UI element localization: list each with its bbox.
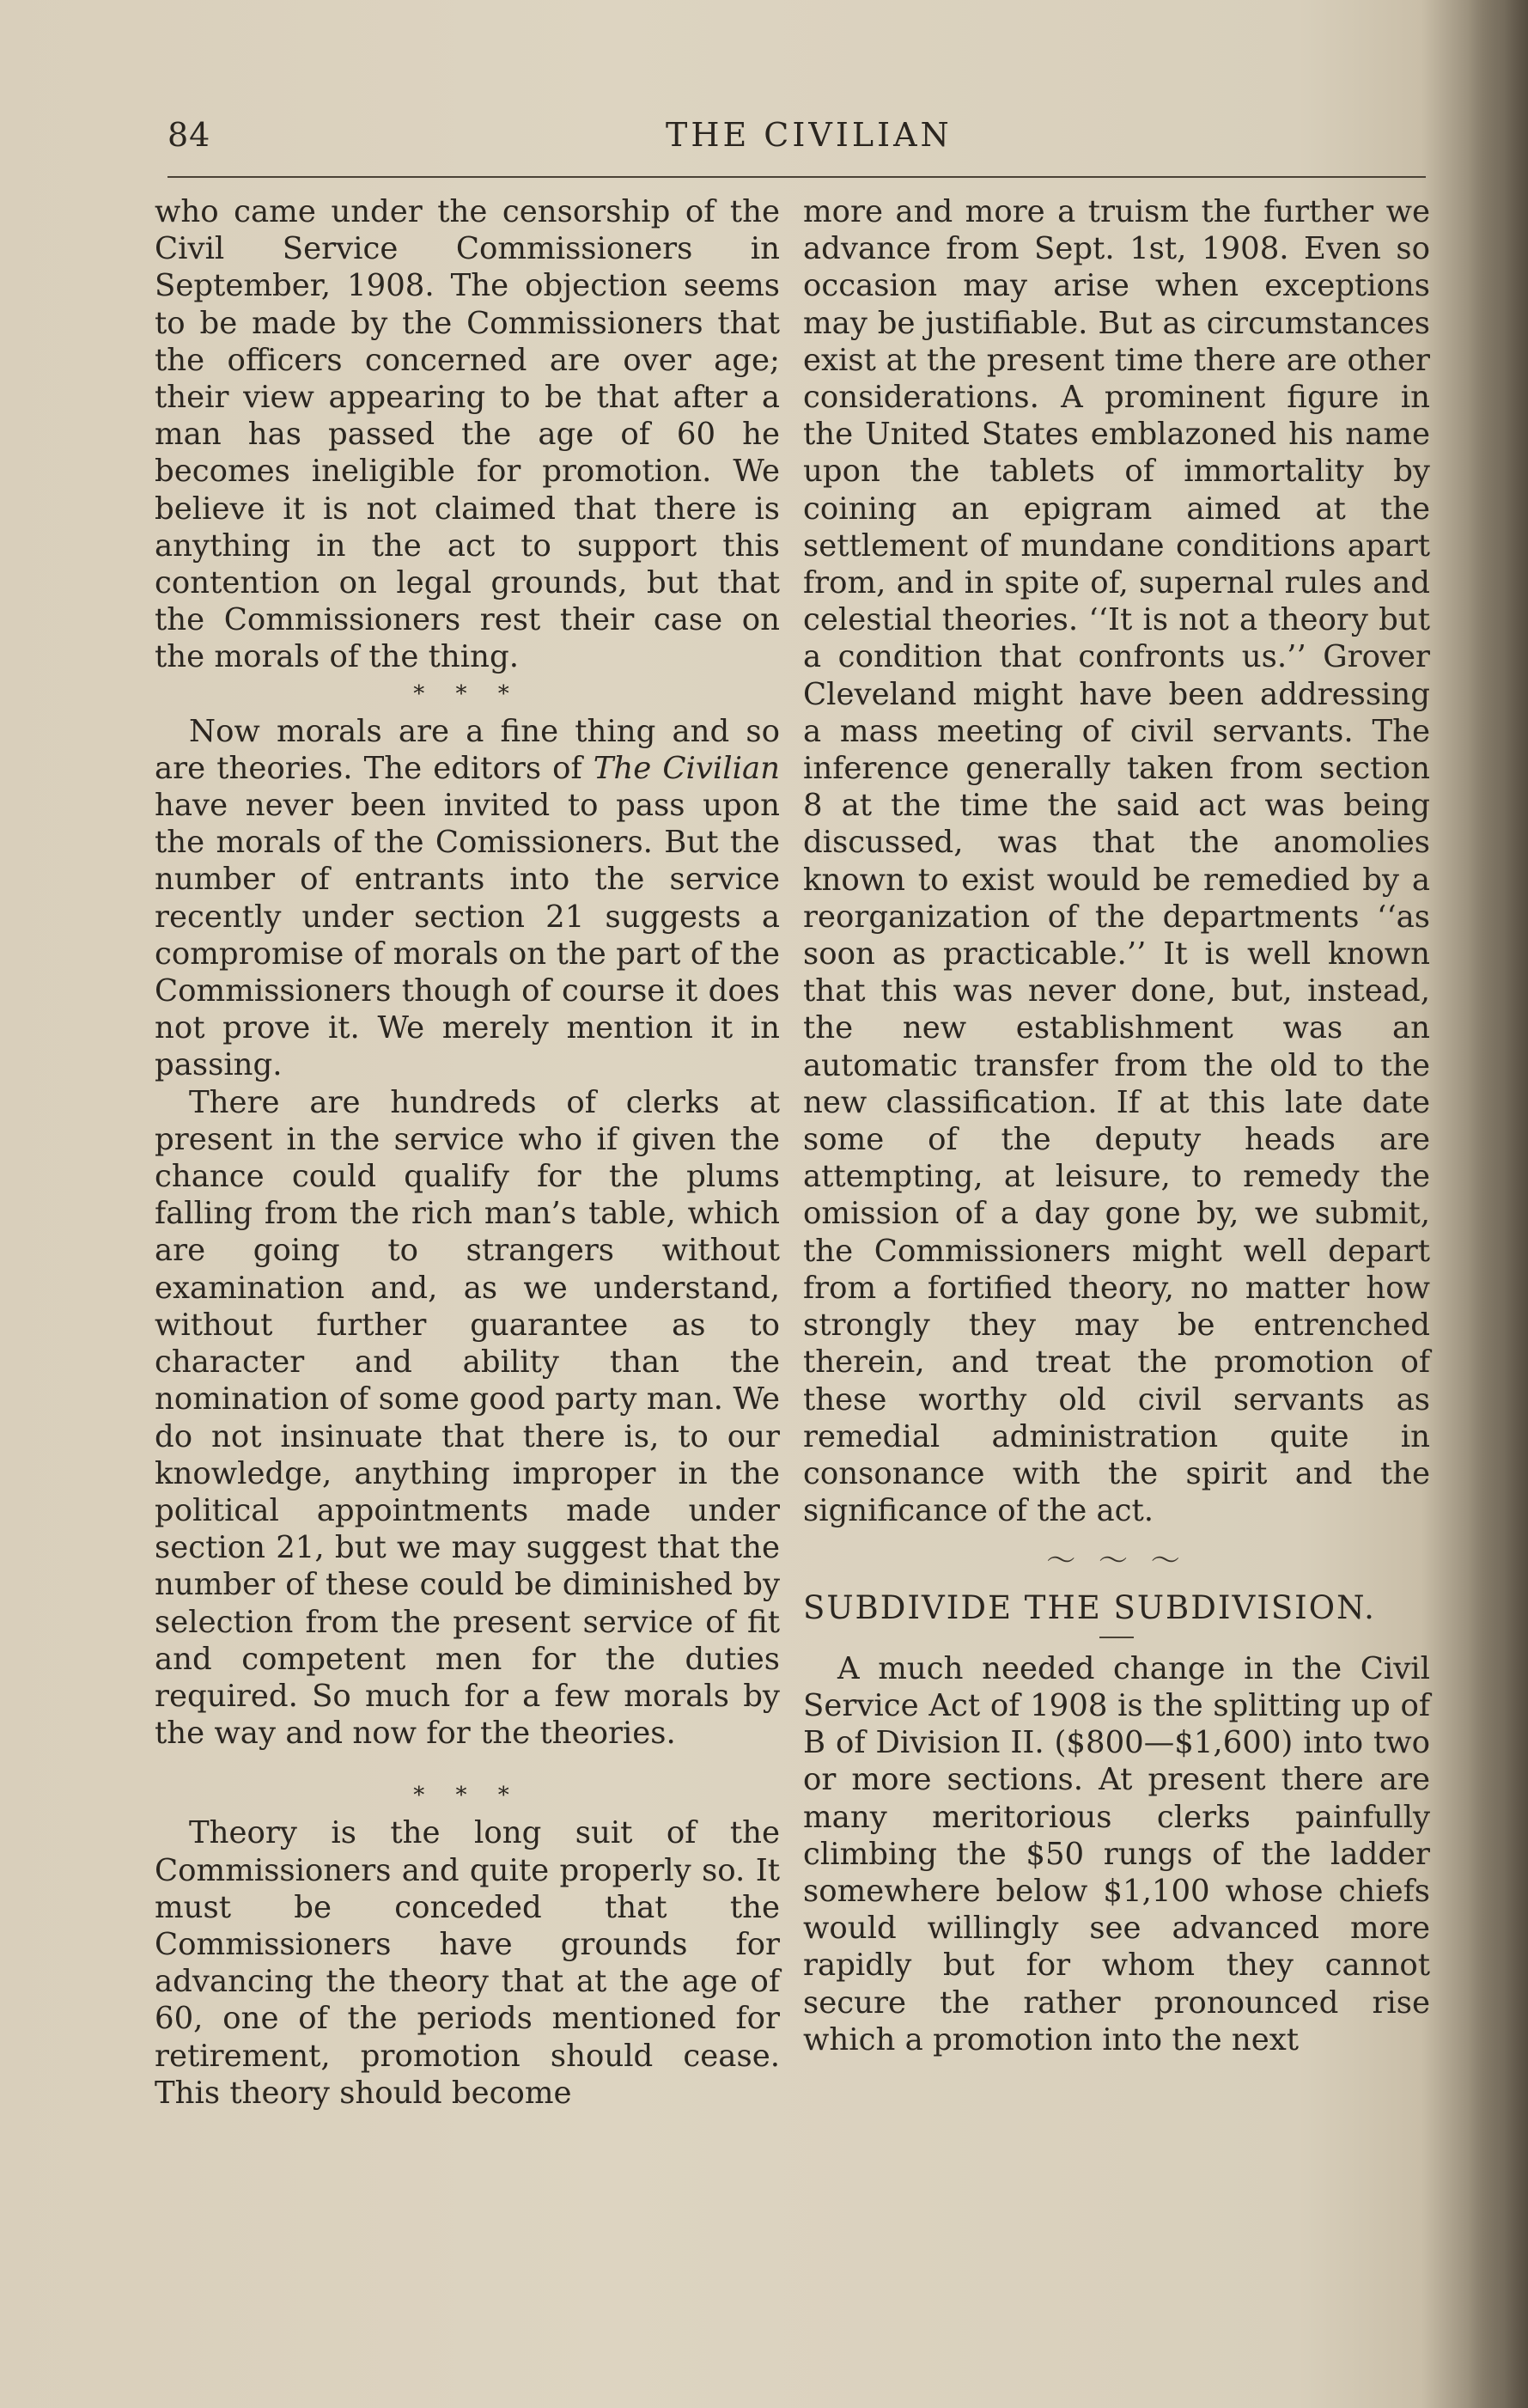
right-column (803, 193, 1430, 2058)
section-break-stars: * * * (413, 680, 521, 707)
left-paragraph-2 (155, 713, 780, 1084)
page-edge-shadow (1468, 0, 1528, 2408)
left-paragraph-4: Theory is the long suit of the Commissioners and quite properly so. It must be conceded that the Commissioners have grounds for advancing the theory that at the age of 60, one of the periods mentioned for retirement, promotion should cease. This theory should become (155, 1815, 780, 2111)
section-break-stars: * * * (413, 1783, 521, 1809)
right-paragraph-1: more and more a truism the further we advance from Sept. 1st, 1908. Even so occasion may arise when exceptions may be justifiable. But as circumstances exist at the present time there are other considerations. A prominent figure in the United States emblazoned his name upon the tablets of immortality by coining an epigram aimed at the settlement of mundane conditions apart from, and in spite of, supernal rules and celestial theories. ‘‘It is not a theory but a condition that confronts us.’’ Grover Cleveland might have been addressing a mass meeting of civil servants. The inference generally taken from section 8 at the time the said act was being discussed, was that the anomolies known to exist would be remedied by a reorganization of the departments ‘‘as soon as practicable.’’ It is well known that this was never done, but, instead, the new establishment was an automatic transfer from the old to the new classification. If at this late date some of the deputy heads are attempting, at leisure, to remedy the omission of a day gone by, we submit, the Commissioners might well depart from a fortified theory, no matter how strongly they may be entrenched therein, and treat the promotion of these worthy old civil servants as remedial administration quite in consonance with the spirit and the significance of the act. (803, 194, 1430, 1529)
spacer (155, 1752, 780, 1777)
left-column (155, 193, 780, 2112)
left-paragraph-1: who came under the censorship of the Civil Service Commissioners in September, 1908. The objection seems to be made by the Commissioners that the officers concerned are over age; their view appearing to be that after a man has passed the age of 60 he becomes ineligible for promotion. We believe it is not claimed that there is anything in the act to support this contention on legal grounds, but that the Commissioners rest their case on the morals of the thing. (155, 194, 780, 675)
left-paragraph-3: There are hundreds of clerks at present in the service who if given the chance could qualify for the plums falling from the rich man’s table, which are going to strangers without examination and, as we understand, without further guarantee as to character and ability than the nomination of some good party man. We do not insinuate that there is, to our knowledge, anything improper in the political appointments made under section 21, but we may suggest that the number of these could be diminished by selection from the present service of fit and competent men for the duties required. So much for a few morals by the way and now for the theories. (155, 1084, 780, 1752)
left-paragraph-2-text-b: have never been invited to pass upon the morals of the Comissioners. But the number of entrants into the service recently under section 21 suggests a compromise of morals on the part of the Commissioners though of course it does not prove it. We merely mention it in passing. (155, 788, 780, 1083)
page-number: 84 (167, 116, 211, 154)
right-paragraph-2: A much needed change in the Civil Service Act of 1908 is the splitting up of B of Division II. ($800—$1,600) into two or more sections. At present there are many meritorious clerks painfully climbing the $50 rungs of the ladder somewhere below $1,100 whose chiefs would willingly see advanced more rapidly but for whom they cannot secure the rather pronounced rise which a promotion into the next (803, 1650, 1430, 2057)
ornament-divider: 〜 〜 〜 (1046, 1544, 1187, 1579)
header-rule (167, 176, 1426, 178)
heading-rule (1099, 1637, 1134, 1638)
journal-title: THE CIVILIAN (666, 116, 953, 154)
page-header (167, 116, 1430, 168)
section-heading: SUBDIVIDE THE SUBDIVISION. (803, 1588, 1376, 1626)
publication-name: The Civilian (593, 750, 780, 786)
left-paragraph-2-text-a: Now morals are a fine thing and so are theories. The editors of (155, 713, 780, 786)
